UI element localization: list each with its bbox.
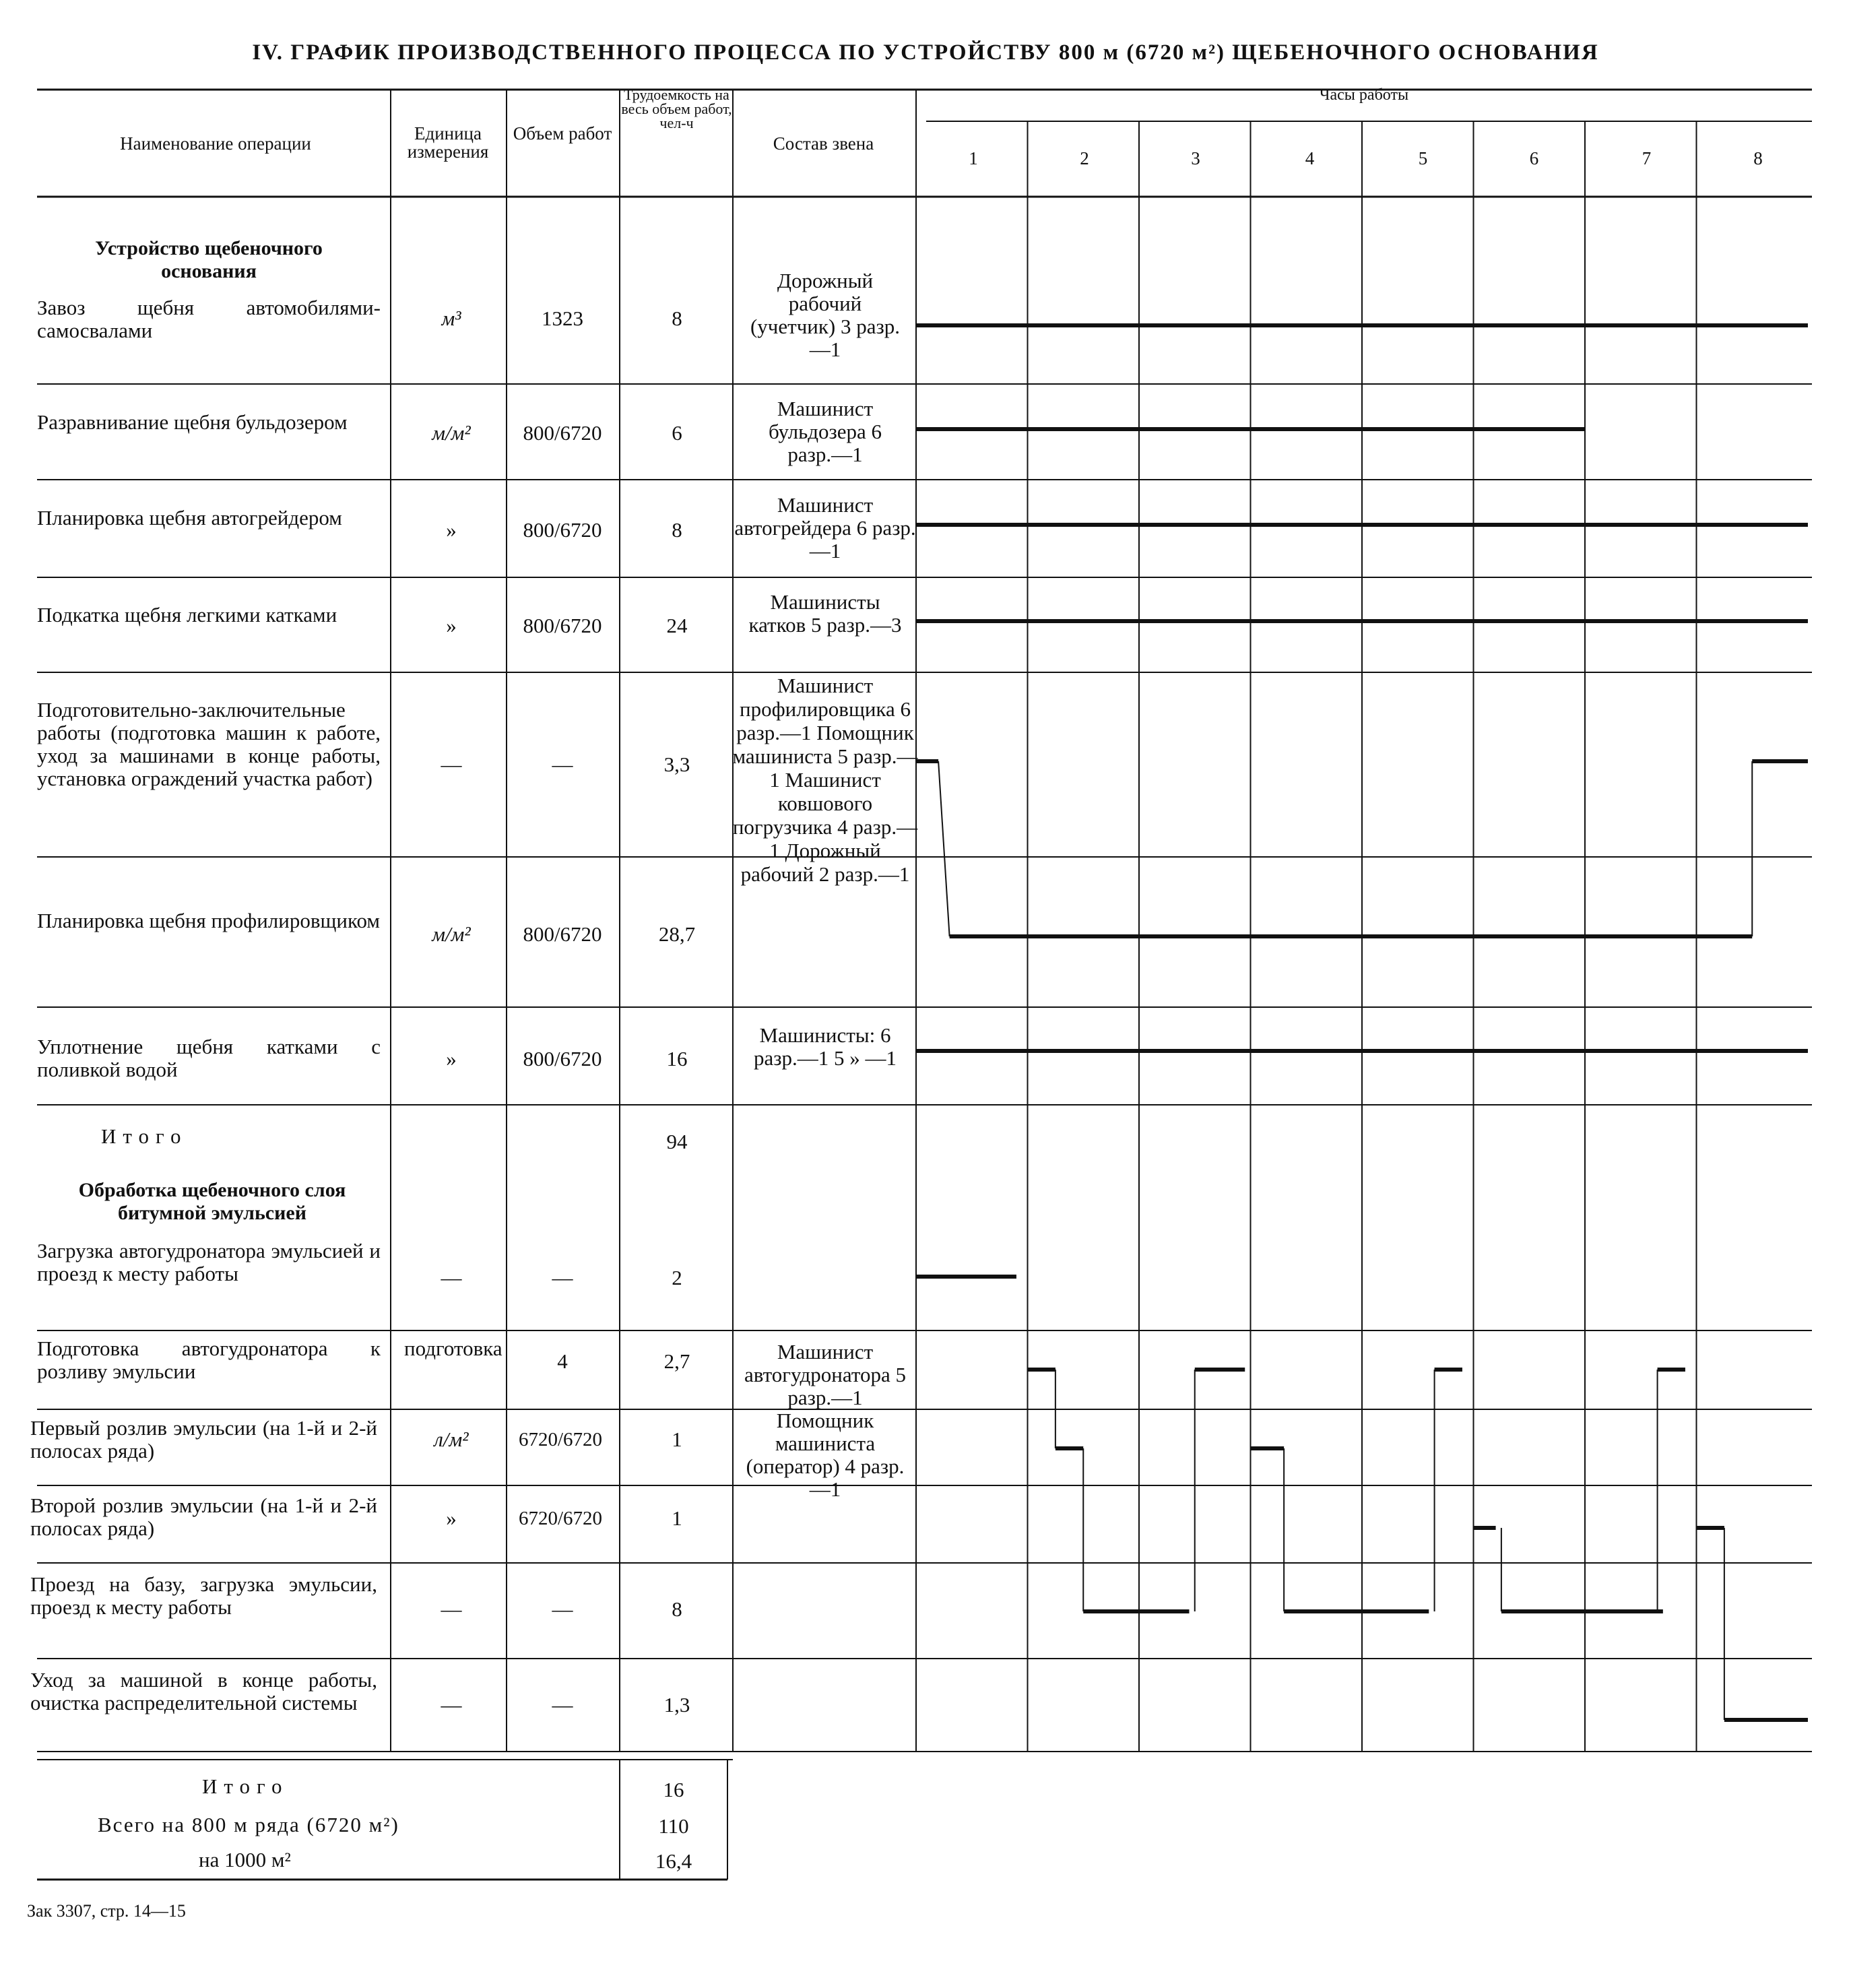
row1-volume: 1323 bbox=[542, 307, 583, 330]
row4-volume: 800/6720 bbox=[523, 614, 602, 637]
row5-name: Подготовительно-заключительные работы (подготовка машин к работе, уход за машинами в конце работы, установка ограждений участка работ) bbox=[37, 698, 381, 790]
row7-name: Уплотнение щебня катками с поливкой водой bbox=[37, 1035, 381, 1081]
row12-name: Проезд на базу, загрузка эмульсии, проезд к месту работы bbox=[30, 1572, 377, 1619]
row5-labor: 3,3 bbox=[663, 752, 690, 776]
row10-unit: л/м² bbox=[434, 1428, 469, 1451]
row1-labor: 8 bbox=[672, 307, 682, 330]
row10-volume: 6720/6720 bbox=[518, 1429, 603, 1450]
row7-volume: 800/6720 bbox=[523, 1047, 602, 1070]
section2-crew: Машинист автогудронатора 5 разр.—1 Помощник машиниста (оператор) 4 разр.—1 bbox=[744, 1340, 906, 1501]
row2-volume: 800/6720 bbox=[523, 421, 602, 445]
hour-col-5: 5 bbox=[1418, 148, 1428, 168]
header-hours: Часы работы bbox=[1319, 86, 1409, 104]
row7-labor: 16 bbox=[666, 1047, 688, 1070]
row1-unit: м³ bbox=[441, 307, 461, 330]
gantt-connector bbox=[938, 761, 950, 936]
grand-total-value: 110 bbox=[658, 1814, 689, 1838]
page-title: IV. ГРАФИК ПРОИЗВОДСТВЕННОГО ПРОЦЕССА ПО УСТРОЙСТВУ 800 м (6720 м²) ЩЕБЕНОЧНОГО ОСНОВАНИЯ bbox=[252, 40, 1599, 65]
hour-col-8: 8 bbox=[1753, 148, 1763, 168]
row8-name: Загрузка автогудронатора эмульсией и проезд к месту работы bbox=[37, 1239, 381, 1285]
section1-heading: Устройство щебеночного основания bbox=[95, 237, 323, 282]
row6-volume: 800/6720 bbox=[523, 922, 602, 946]
row9-name: Подготовка автогудронатора к розливу эмульсии bbox=[37, 1337, 381, 1383]
section2-total-value: 16 bbox=[663, 1778, 684, 1801]
row1-crew: Дорожный рабочий (учетчик) 3 разр.—1 bbox=[750, 269, 901, 361]
row9-volume: 4 bbox=[557, 1349, 568, 1373]
row3-crew: Машинист автогрейдера 6 разр.—1 bbox=[734, 493, 916, 563]
row6-name: Планировка щебня профилировщиком bbox=[37, 909, 380, 932]
row13-volume: — bbox=[552, 1693, 573, 1717]
row13-unit: — bbox=[441, 1693, 462, 1717]
row3-volume: 800/6720 bbox=[523, 518, 602, 542]
row8-labor: 2 bbox=[672, 1266, 682, 1289]
row1-name: Завоз щебня автомобилями-самосвалами bbox=[37, 296, 381, 342]
row9-labor: 2,7 bbox=[663, 1349, 690, 1373]
row5-unit: — bbox=[441, 752, 462, 776]
hour-col-7: 7 bbox=[1642, 148, 1652, 168]
row2-unit: м/м² bbox=[432, 421, 471, 445]
hour-col-1: 1 bbox=[969, 148, 978, 168]
row8-volume: — bbox=[552, 1266, 573, 1289]
row12-volume: — bbox=[552, 1597, 573, 1621]
row3-name: Планировка щебня автогрейдером bbox=[37, 506, 342, 530]
section1-total-label: Итого bbox=[101, 1124, 188, 1148]
row11-volume: 6720/6720 bbox=[518, 1508, 603, 1529]
header-operation: Наименование операции bbox=[120, 133, 311, 154]
row3-unit: » bbox=[446, 518, 457, 542]
section2-total-label: Итого bbox=[202, 1774, 289, 1798]
row4-name: Подкатка щебня легкими катками bbox=[37, 603, 337, 627]
row10-labor: 1 bbox=[672, 1428, 682, 1451]
row6-unit: м/м² bbox=[432, 922, 471, 946]
row4-crew: Машинисты катков 5 разр.—3 bbox=[748, 590, 902, 637]
row5-volume: — bbox=[552, 752, 573, 776]
row11-name: Второй розлив эмульсии (на 1-й и 2-й полосах ряда) bbox=[30, 1494, 377, 1540]
header-labor: Трудоемкость на весь объем работ, чел-ч bbox=[621, 86, 732, 131]
grand-total-label: Всего на 800 м ряда (6720 м²) bbox=[98, 1813, 399, 1836]
row13-name: Уход за машиной в конце работы, очистка распределительной системы bbox=[30, 1668, 377, 1714]
hour-col-2: 2 bbox=[1080, 148, 1089, 168]
row4-unit: » bbox=[446, 614, 457, 637]
footer-note: Зак 3307, стр. 14—15 bbox=[27, 1901, 186, 1921]
shared-crew: Машинист профилировщика 6 разр.—1 Помощник машиниста 5 разр.—1 Машинист ковшового погрузчика 4 разр.—1 Дорожный рабочий 2 разр.—1 bbox=[732, 674, 918, 886]
row7-crew: Машинисты: 6 разр.—1 5 » —1 bbox=[753, 1023, 897, 1070]
row13-labor: 1,3 bbox=[663, 1693, 690, 1717]
header-unit: Единица измерения bbox=[407, 123, 489, 162]
row2-labor: 6 bbox=[672, 421, 682, 445]
row11-unit: » bbox=[446, 1506, 457, 1530]
row6-labor: 28,7 bbox=[658, 922, 696, 946]
section1-total-value: 94 bbox=[666, 1130, 688, 1153]
row4-labor: 24 bbox=[666, 614, 688, 637]
hour-col-3: 3 bbox=[1191, 148, 1200, 168]
row8-unit: — bbox=[441, 1266, 462, 1289]
per1000-value: 16,4 bbox=[655, 1849, 692, 1873]
row10-name: Первый розлив эмульсии (на 1-й и 2-й полосах ряда) bbox=[30, 1416, 377, 1463]
row9-unit: подготовка bbox=[404, 1337, 502, 1360]
row2-crew: Машинист бульдозера 6 разр.—1 bbox=[768, 397, 882, 466]
row7-unit: » bbox=[446, 1047, 457, 1070]
header-volume: Объем работ bbox=[513, 123, 612, 143]
per1000-label: на 1000 м² bbox=[199, 1848, 291, 1871]
section2-heading: Обработка щебеночного слоя битумной эмульсией bbox=[78, 1179, 346, 1224]
row12-labor: 8 bbox=[672, 1597, 682, 1621]
row11-labor: 1 bbox=[672, 1506, 682, 1530]
row12-unit: — bbox=[441, 1597, 462, 1621]
row3-labor: 8 bbox=[672, 518, 682, 542]
hour-col-6: 6 bbox=[1529, 148, 1539, 168]
header-crew: Состав звена bbox=[773, 133, 874, 154]
hour-col-4: 4 bbox=[1305, 148, 1315, 168]
row2-name: Разравнивание щебня бульдозером bbox=[37, 410, 348, 434]
